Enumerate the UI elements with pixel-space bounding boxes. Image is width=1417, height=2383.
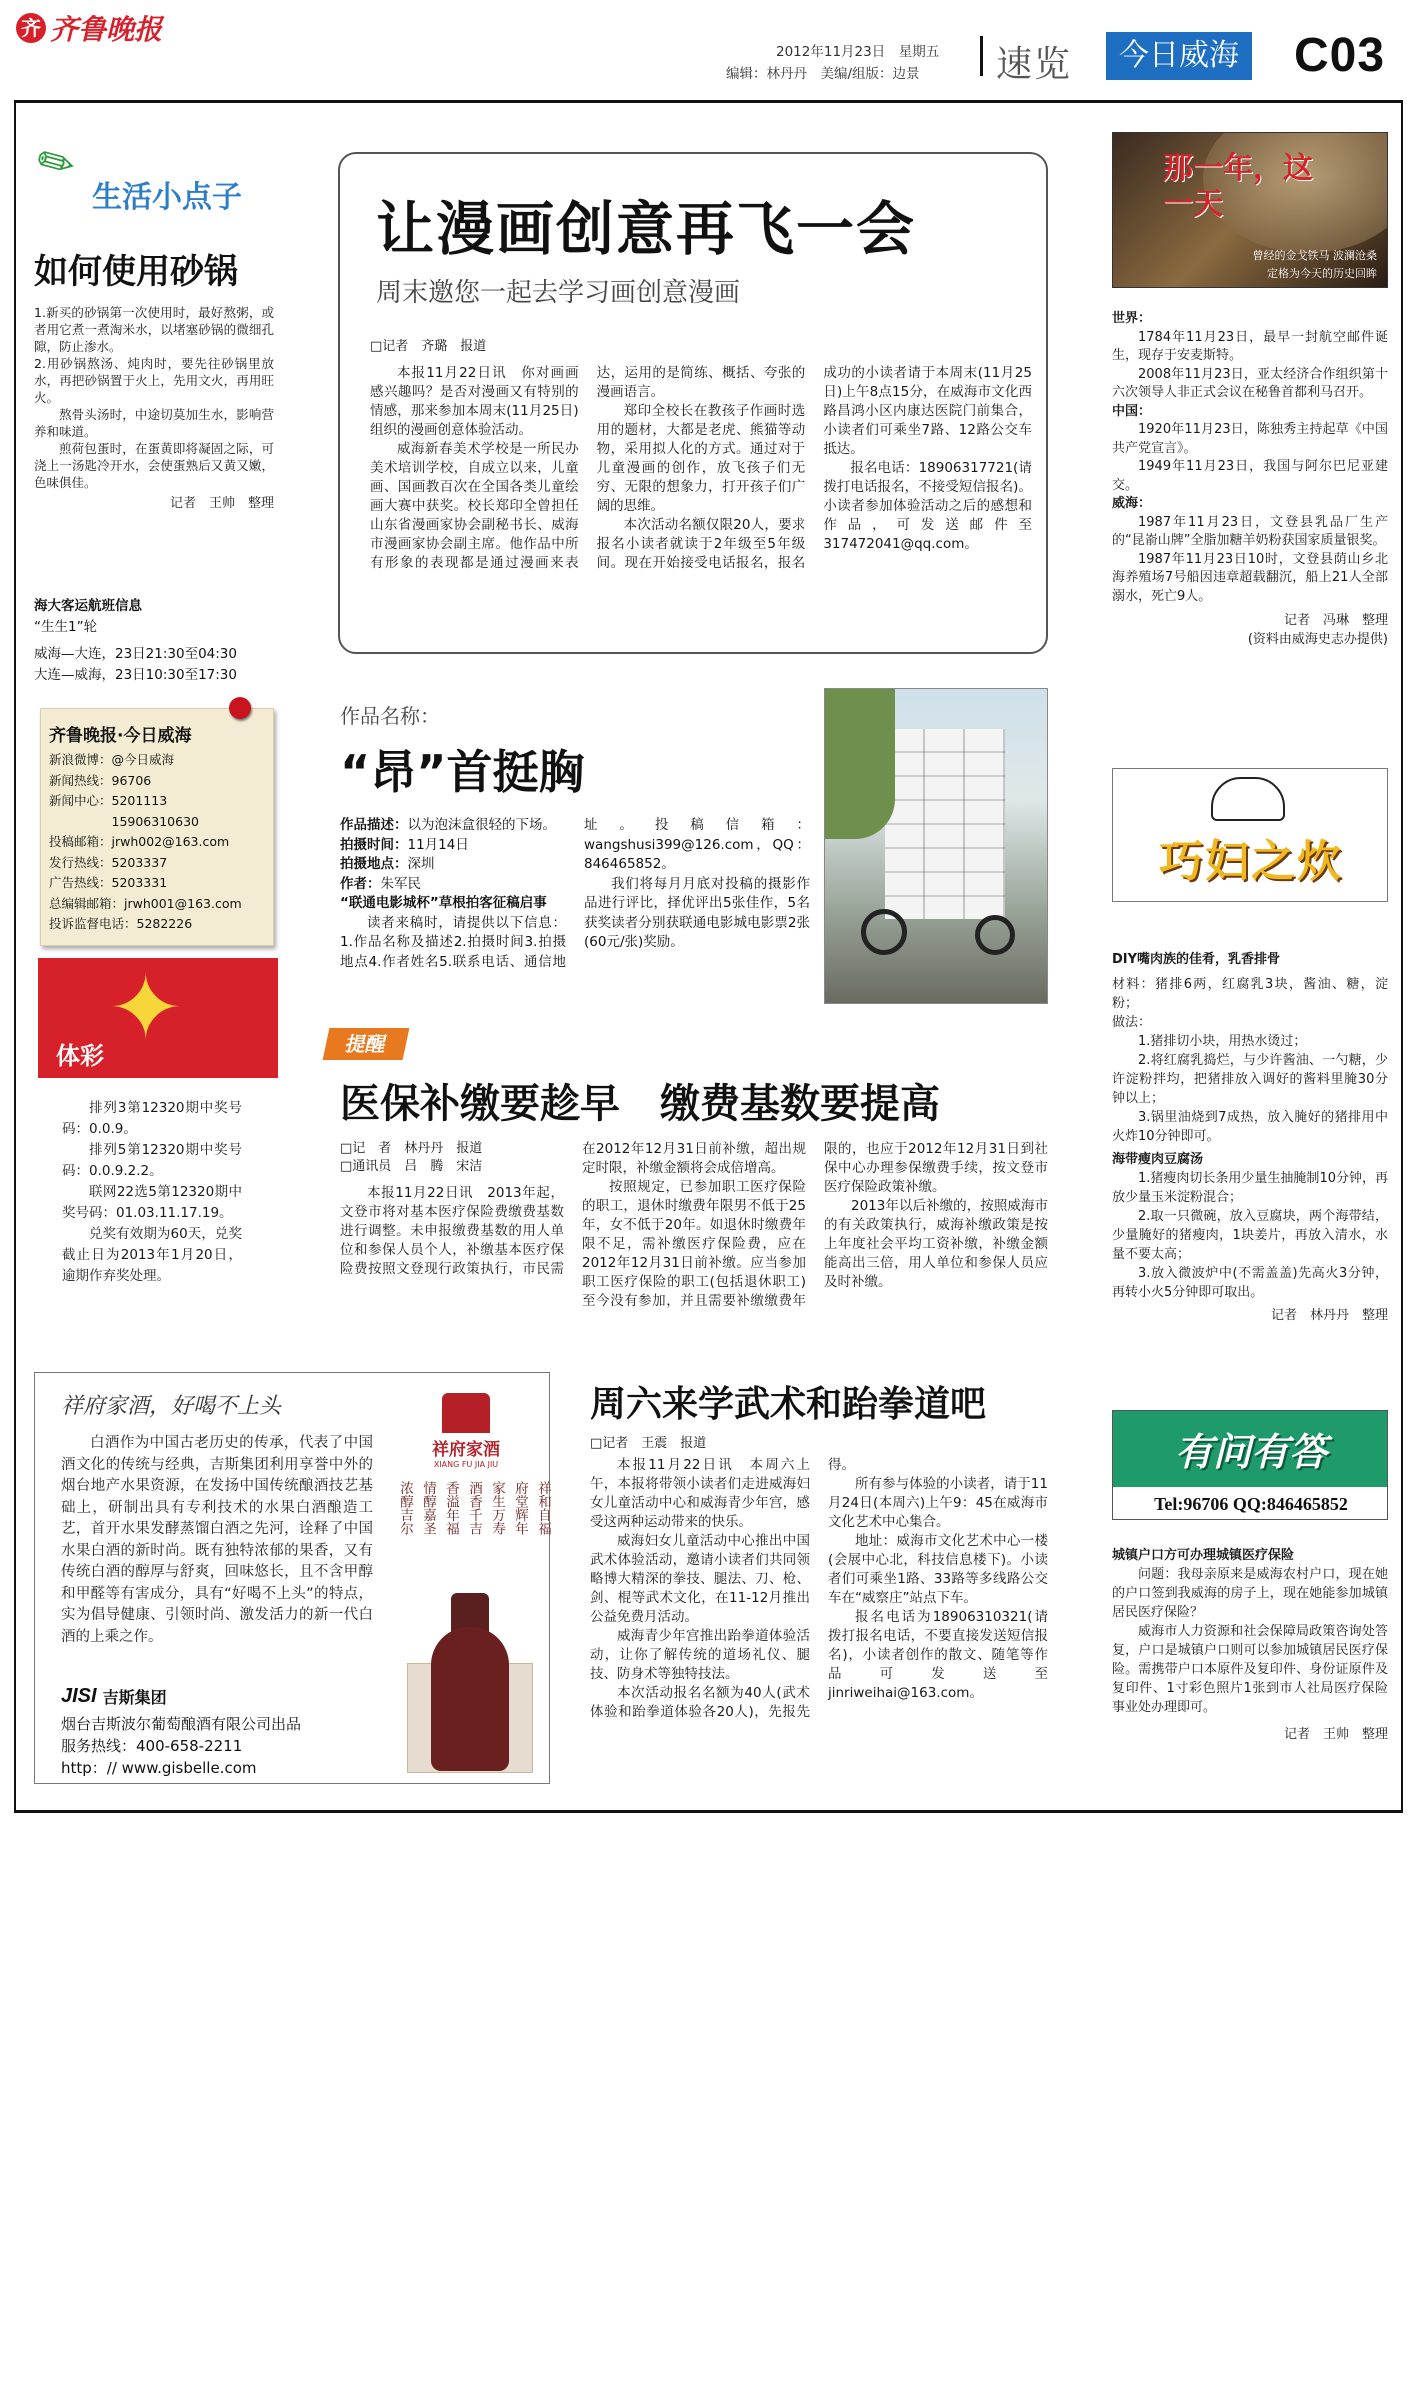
comic-para: 本次活动名额仅限20人，要求报名小读者就读于2年级至5年级间。现在开始接受电话报名，报名成功的小读者请于本周末(11月25日)上午8点15分，在威海市文化西路昌鸿小区内康达医院门前集合，小读者们可乘坐7路、12路公交车抵达。 [596,365,1032,571]
dish-step: 2.将红腐乳捣烂，与少许酱油、一勺糖，少许淀粉拌均，把猪排放入调好的酱料里腌30分钟以上； [1112,1053,1388,1106]
qa-question: 问题：我母亲原来是威海农村户口，现在她的户口签到我威海的房子上，现在她能参加城镇居民医疗保险？ [1112,1567,1388,1620]
photo-info-val: 11月14日 [407,836,469,853]
comic-subhead: 周末邀您一起去学习画创意漫画 [376,278,741,308]
history-banner-sub: 定格为今天的历史回眸 [1267,267,1377,280]
lottery-para: 排列3第12320期中奖号码：0.0.9。 [62,1100,242,1137]
news-photo [824,688,1048,1004]
martial-headline: 周六来学武术和跆拳道吧 [590,1384,987,1425]
contact-line: 新浪微博：@今日威海 [49,752,175,767]
seal-text: 祥府家酒 [432,1440,500,1460]
contact-line: 广告热线：5203331 [49,875,168,890]
dish-step: 2.取一只微碗，放入豆腐块，两个海带结，少量腌好的猪瘦肉，1块姜片，再放入清水，水量不要太高； [1112,1209,1388,1262]
history-para: 2008年11月23日，亚太经济合作组织第十六次领导人非正式会议在秘鲁首都利马召开。 [1112,366,1388,400]
comic-byline: □记者 齐璐 报道 [370,339,487,354]
dish-title: 海带瘦肉豆腐汤 [1112,1152,1204,1167]
byline-spacer [340,1140,564,1184]
history-para: 1987年11月23日10时，文登县荫山乡北海养殖场7号船因违章超载翻沉，船上21人全部溺水，死亡9人。 [1112,551,1388,604]
qa-contact: Tel:96706 QQ:846465852 [1113,1487,1388,1520]
dish-step: 1.猪排切小块，用热水烫过； [1138,1034,1307,1049]
header-divider [980,36,983,76]
tips-badge [27,132,274,218]
history-para: 1949年11月23日，我国与阿尔巴尼亚建交。 [1112,459,1388,493]
history-credit: 记者 冯琳 整理 [1283,613,1388,628]
history-body [1112,310,1388,649]
pin-icon [229,697,251,719]
lottery-badge [38,958,278,1078]
photo-info-val: 以为泡沫盒很轻的下场。 [407,817,556,833]
insurance-byline-1: □记 者 林丹丹 报道 [340,1141,483,1156]
ad-company: 烟台吉斯波尔葡萄酿酒有限公司出品 [61,1715,302,1733]
tips-item: 1.新买的砂锅第一次使用时，最好熬粥，或者用它煮一煮淘米水，以堵塞砂锅的微细孔隙，防止渗水。 [34,305,274,354]
contact-line: 新闻热线：96706 [49,772,152,788]
insurance-badge: 提醒 [323,1028,410,1060]
history-banner-title: 那一年，这一天 [1163,151,1313,222]
martial-para: 本次活动报名名额为40人(武术体验和跆拳道体验各20人)，先报先得。 [590,1457,855,1720]
dish-title: DIY嘴肉族的佳肴，乳香排骨 [1112,952,1281,967]
martial-para: 威海青少年宫推出跆拳道体验活动，让你了解传统的道场礼仪、腿技、防身术等独特技法。 [590,1628,810,1682]
dish-method-label: 做法： [1112,1015,1152,1030]
history-head: 威海： [1112,496,1152,511]
section-main: 今日威海 [1106,32,1252,80]
photo-title: “昂”首挺胸 [340,745,585,799]
ad-phone: 服务热线：400-658-2211 [61,1737,243,1755]
photo-info-key: 拍摄地点： [340,856,408,872]
logo-text: 齐鲁晚报 [50,13,163,46]
martial-para: 地址：威海市文化艺术中心一楼(会展中心北，科技信息楼下)。小读者们可乘坐1路、33路等多线路公交车在“威察庄”站点下车。 [828,1533,1048,1606]
photo-info-key: 拍摄时间： [340,836,408,853]
photo-label: 作品名称： [340,704,440,728]
date-text: 2012年11月23日 [776,44,886,60]
martial-byline: □记者 王震 报道 [590,1436,707,1451]
cooking-body [1112,950,1388,1325]
martial-para: 报名电话为18906310321(请拨打报名电话，不要直接发送短信报名)，小读者创作的散文、随笔等作品可发送至jinriweihai@163.com。 [828,1609,1048,1701]
comic-para: 报名电话：18906317721(请拨打电话报名，不接受短信报名)。小读者参加体验活动之后的感想和作品，可发送邮件至317472041@qq.com。 [823,460,1032,552]
bottle-body [431,1627,509,1771]
tips-credit: 记者 王帅 整理 [169,496,274,511]
dish-step: 3.放入微波炉中(不需盖盖)先高火3分钟，再转小火5分钟即可取出。 [1112,1266,1388,1300]
tips-badge-text: 生活小点子 [92,180,242,215]
photo-info-row [340,875,566,895]
ad-text: 白酒作为中国古老历史的传承，代表了中国酒文化的传统与经典，吉斯集团利用享誉中外的烟台地产水果资源，在发扬中国传统酿酒技艺基础上，研制出具有专利技术的水果白酒酿造工艺，首开水果发酵蒸馏白酒之先河，诠释了中国水果白酒的新时尚。既有独特浓郁的果香，又有传统白酒的醇厚与舒爽，回味悠长，且不含甲醇和甲醛等有害成分，具有“好喝不上头”的特点，实为倡导健康、引领时尚、激发活力的新一代白酒的上乘之作。 [61,1435,373,1645]
contact-line: 发行热线：5203337 [49,854,168,870]
dish-material: 材料：猪排6两，红腐乳3块，酱油、糖，淀粉； [1112,977,1388,1011]
ad-url[interactable]: http：// www.gisbelle.com [61,1759,257,1777]
poem-col: 酒香千吉 [466,1481,482,1535]
cooking-credit: 记者 林丹丹 整理 [1270,1308,1388,1323]
photo-para: 我们将每月月底对投稿的摄影作品进行评比，择优评出5张佳作，5名获奖读者分别获联通电影城电影票2张(60元/张)奖励。 [584,875,810,950]
photo-info-row [340,816,566,836]
ad-brand [61,1685,167,1708]
lottery-para: 排列5第12320期中奖号码：0.0.9.2.2。 [62,1142,242,1179]
insurance-byline-2: □通讯员 吕 腾 宋洁 [340,1159,483,1174]
poem-col: 祥和自福 [535,1481,551,1535]
page-bottom-rule [14,1810,1403,1813]
contact-title: 齐鲁晚报·今日威海 [49,726,192,746]
issue-date [776,40,939,60]
header-rule [14,100,1403,103]
tips-item: 煎荷包蛋时，在蛋黄即将凝固之际，可浇上一汤匙冷开水，会使蛋熟后又黄又嫩，色味俱佳。 [34,441,274,490]
dish-step: 3.锅里油烧到7成热，放入腌好的猪排用中火炸10分钟即可。 [1112,1110,1388,1144]
ad-seal [419,1393,513,1469]
contact-line: 投稿邮箱：jrwh002@163.com [49,834,230,849]
pencil-icon: ✎ [27,132,86,195]
contact-line: 总编辑邮箱：jrwh001@163.com [49,895,242,911]
tips-title: 如何使用砂锅 [34,252,238,292]
photo-text [340,816,810,996]
contact-note [40,708,274,946]
poem-col: 家生万寿 [489,1481,505,1535]
ferry-title: 海大客运航班信息 [34,598,142,614]
lottery-badge-text: 体彩 [56,1042,104,1070]
contact-line: 投诉监督电话：5282226 [49,916,193,931]
chef-hat-icon [1211,777,1285,821]
martial-text [590,1456,1048,1788]
photo-info-key: 作品描述： [340,817,408,833]
photo-info-row [340,855,566,875]
history-source: (资料由威海史志办提供) [1247,631,1388,647]
photo-wheel [861,909,907,955]
ferry-line: 威海—大连，23日21:30至04:30 [34,646,237,662]
insurance-para: 本报11月22日讯 2013年起，文登市将对基本医疗保险费缴费基数进行调整。未申报缴费基数的用人单位和参保人员个人，补缴基本医疗保险费按照文登现行政策执行，市民需在2012年12月31日前补缴，超出规定时限，补缴金额将会成倍增高。 [340,1141,806,1277]
qa-banner [1112,1410,1388,1520]
page-right-rule [1401,100,1403,1812]
section-sub: 速览 [996,44,1073,85]
qa-title: 城镇户口方可办理城镇医疗保险 [1112,1548,1295,1563]
comic-headline: 让漫画创意再飞一会 [376,195,917,263]
martial-para: 本报11月22日讯 本周六上午，本报将带领小读者们走进威海妇女儿童活动中心和威海青少年宫，感受这两种运动带来的快乐。 [590,1457,810,1530]
brand-name: 吉斯集团 [102,1688,167,1707]
photo-cargo [885,729,1005,919]
star-icon: ✦ [108,958,184,1061]
history-para: 1784年11月23日，最早一封航空邮件诞生，现存于安麦斯特。 [1112,329,1388,363]
cooking-banner [1112,768,1388,902]
logo-icon: 齐 [16,13,46,43]
photo-info-row [340,836,566,856]
editor-line: 编辑：林丹丹 美编/组版：边景 [726,66,920,82]
tips-item: 2.用砂锅熬汤、炖肉时，要先往砂锅里放水，再把砂锅置于火上，先用文火，再用旺火。 [34,356,274,405]
poem-col: 府堂辉年 [512,1481,528,1535]
comic-body [370,338,1032,648]
photo-info-val: 深圳 [407,856,435,872]
comic-para: 威海新春美术学校是一所民办美术培训学校，自成立以来，儿童画、国画教百次在全国各类儿童绘画大赛中获奖。校长郑印全曾担任山东省漫画家协会副秘书长、威海市漫画家协会副主席。他作品中所有形象的表现都是通过漫画来表达，运用的是简练、概括、夸张的漫画语言。 [370,365,806,571]
contact-line: 15906310630 [49,813,199,829]
martial-para: 威海妇女儿童活动中心推出中国武术体验活动，邀请小读者们共同领略博大精深的拳技、腿法、刀、枪、剑、棍等武术文化，在11-12月推出公益免费月活动。 [590,1533,810,1625]
photo-wheel [975,915,1015,955]
photo-para: 读者来稿时，请提供以下信息：1.作品名称及描述2.拍摄时间3.拍摄地点4.作者姓名5.联系电话、通信地址。投稿信箱：wangshusi399@126.com，QQ：846465852。 [340,817,810,970]
insurance-text [340,1140,1048,1354]
photo-info-val: 朱军民 [380,875,421,892]
poem-col: 浓醇吉尔 [397,1481,413,1535]
page-left-rule [14,100,16,1812]
lottery-para: 兑奖有效期为60天，兑奖截止日为2013年1月20日，逾期作弃奖处理。 [62,1226,242,1284]
weekday-text: 星期五 [898,44,940,60]
page-number: C03 [1294,29,1386,82]
photo-info-key: 作者： [340,875,381,892]
ad-slogan: 祥府家酒，好喝不上头 [61,1394,282,1419]
comic-para: 郑印全校长在教孩子作画时选用的题材，大都是老虎、熊猫等动物，采用拟人化的方式。通过对于儿童漫画的创作，放飞孩子们无穷、无限的想象力，打开孩子们广阔的思维。 [596,403,806,514]
cooking-banner-text: 巧妇之炊 [1159,836,1343,887]
photo-contest: “联通电影城杯”草根拍客征稿启事 [340,895,547,911]
poem-col: 情醇嘉圣 [420,1481,436,1535]
contact-list [49,750,273,935]
seal-icon [442,1393,490,1433]
lottery-para: 联网22选5第12320期中奖号码：01.03.11.17.19。 [62,1184,242,1221]
seal-pinyin: XIANG FU JIA JIU [433,1460,499,1469]
ferry-line: 大连—威海，23日10:30至17:30 [34,667,237,683]
brand-logo: JISI [61,1685,97,1707]
insurance-para: 2013年以后补缴的，按照威海市的有关政策执行，威海补缴政策是按上年度社会平均工资补缴，补缴金额能高出三倍，用人单位和参保人员应及时补缴。 [824,1198,1048,1290]
qa-banner-text: 有问有答 [1174,1430,1327,1474]
photo-tree [825,689,895,839]
history-banner-sub: 曾经的金戈铁马 波澜沧桑 [1252,249,1377,262]
insurance-para: 按照规定，已参加职工医疗保险的职工，退休时缴费年限男不低于25年，女不低于20年。如退休时缴费年限不足，需补缴医疗保险费，应在2012年12月31日前补缴。应当参加职工医疗保险的职工(包括退休职工)至今没有参加，并且需要补缴缴费年限的，也应于2012年12月31日到社保中心办理参保缴费手续，按文登市医疗保险政策补缴。 [582,1141,1048,1309]
masthead [14,6,1417,84]
qa-credit: 记者 王帅 整理 [1283,1727,1388,1742]
qa-body [1112,1546,1388,1744]
history-para: 1987年11月23日，文登县乳品厂生产的“昆嵛山牌”全脂加糖羊奶粉获国家质量银奖。 [1112,514,1388,548]
ferry-info [34,596,274,686]
qa-answer: 威海市人力资源和社会保障局政策咨询处答复，户口是城镇户口则可以参加城镇居民医疗保险。需携带户口本原件及复印件、身份证原件及复印件、1寸彩色照片1张到市人社局医疗保险事业处办理即可。 [1112,1624,1388,1715]
tips-item: 熬骨头汤时，中途切莫加生水，影响营养和味道。 [34,407,274,439]
insurance-headline: 医保补缴要趁早 缴费基数要提高 [340,1081,940,1127]
comic-para: 本报11月22日讯 你对画画感兴趣吗？是否对漫画又有特别的情感，那来参加本周末(11月25日)组织的漫画创意体验活动。 [370,365,579,438]
liquor-ad [34,1372,550,1784]
ferry-ship: “生生1”轮 [34,619,98,635]
history-head: 中国： [1112,403,1152,419]
bottle-icon [407,1593,533,1773]
tips-body [34,304,274,512]
contact-line: 新闻中心：5201113 [49,793,168,808]
ad-poem [395,1481,553,1535]
history-para: 1920年11月23日，陈独秀主持起草《中国共产党宣言》。 [1112,422,1388,456]
comic-text [370,364,1032,648]
insurance-body [340,1140,1048,1309]
lottery-body [62,1098,242,1287]
history-banner [1112,132,1388,288]
martial-para: 所有参与体验的小读者，请于11月24日(本周六)上午9：45在威海市文化艺术中心集合。 [828,1476,1048,1530]
logo [16,8,162,48]
poem-col: 香溢年福 [443,1481,459,1535]
history-head: 世界： [1112,311,1152,326]
dish-step: 1.猪瘦肉切长条用少量生抽腌制10分钟，再放少量玉米淀粉混合； [1112,1171,1388,1205]
